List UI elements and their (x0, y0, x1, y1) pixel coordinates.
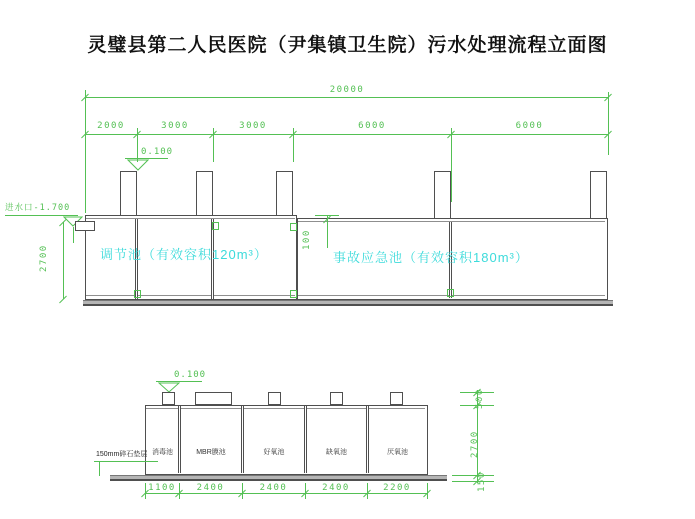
dim-line-gap (327, 216, 328, 248)
extension-line (213, 128, 214, 162)
marker-square (447, 289, 454, 297)
dim-label-bottom: 2200 (383, 483, 411, 493)
marker-square (290, 223, 297, 231)
dim-line-total (85, 97, 608, 98)
hatch (195, 392, 232, 405)
leader-line (94, 461, 158, 462)
dim-label-bottom: 1100 (148, 483, 176, 493)
dim-label-segment: 6000 (515, 121, 544, 131)
tank-emergency-label: 事故应急池（有效容积180m³） (333, 250, 529, 265)
tank-partition-wall (304, 406, 307, 473)
tank-partition-wall (178, 406, 181, 473)
level-label: 0.100 (141, 147, 174, 157)
foundation-slab (110, 475, 447, 481)
equipment-tank (145, 405, 428, 475)
hatch (268, 392, 281, 405)
tank-partition-wall (241, 406, 244, 473)
vent-column (434, 171, 451, 219)
level-triangle-icon (127, 159, 149, 171)
tank-partition-wall (366, 406, 369, 473)
inlet-pipe (75, 221, 95, 231)
compartment-label: 好氧池 (263, 449, 285, 456)
dim-label-right: 2700 (470, 430, 480, 458)
dim-label-segment: 6000 (358, 121, 386, 131)
compartment-label: 消毒池 (152, 449, 173, 456)
bedding-note: 150mm碎石垫层 (96, 451, 148, 458)
drawing-title: 灵璧县第二人民医院（尹集镇卫生院）污水处理流程立面图 (87, 35, 608, 56)
compartment-label: MBR膜池 (196, 449, 226, 456)
dim-label-bottom: 2400 (322, 483, 350, 493)
foundation-slab (83, 300, 613, 306)
dim-label-gap: 100 (302, 229, 312, 250)
leader-line (73, 227, 74, 243)
marker-square (290, 290, 297, 298)
dim-line-height (63, 222, 64, 299)
tank-cover-line (146, 408, 425, 409)
dim-label-right: 500 (475, 388, 485, 409)
dim-label-height: 2700 (39, 244, 49, 272)
tank-floor-line (86, 295, 295, 296)
dim-label-segment: 3000 (239, 121, 267, 131)
vent-column (590, 171, 607, 219)
extension-line (85, 90, 86, 213)
compartment-label: 缺氧池 (326, 449, 347, 456)
hatch (390, 392, 403, 405)
vent-column (276, 171, 293, 217)
dim-label-total: 20000 (329, 85, 365, 95)
inlet-level-label: 进水口-1.700 (5, 203, 71, 213)
dim-label-bottom: 2400 (196, 483, 225, 493)
compartment-label: 厌氧池 (387, 449, 408, 456)
hatch (330, 392, 343, 405)
extension-line (137, 128, 138, 162)
vent-column (120, 171, 137, 217)
dim-label-right: 150 (477, 471, 487, 492)
vent-column (196, 171, 213, 217)
dim-label-segment: 3000 (161, 121, 189, 131)
dim-label-segment: 2000 (97, 121, 125, 131)
dim-line-segments (85, 134, 608, 135)
dim-label-bottom: 2400 (259, 483, 288, 493)
level-label: 0.100 (174, 370, 207, 380)
tank-regulating-label: 调节池（有效容积120m³） (100, 247, 268, 262)
extension-line (608, 92, 609, 155)
leader-line (99, 461, 100, 476)
marker-square (212, 222, 219, 230)
hatch (162, 392, 175, 405)
tank-cover-line (86, 218, 295, 219)
marker-square (134, 290, 141, 298)
extension-line (451, 128, 452, 202)
extension-line (293, 128, 294, 162)
